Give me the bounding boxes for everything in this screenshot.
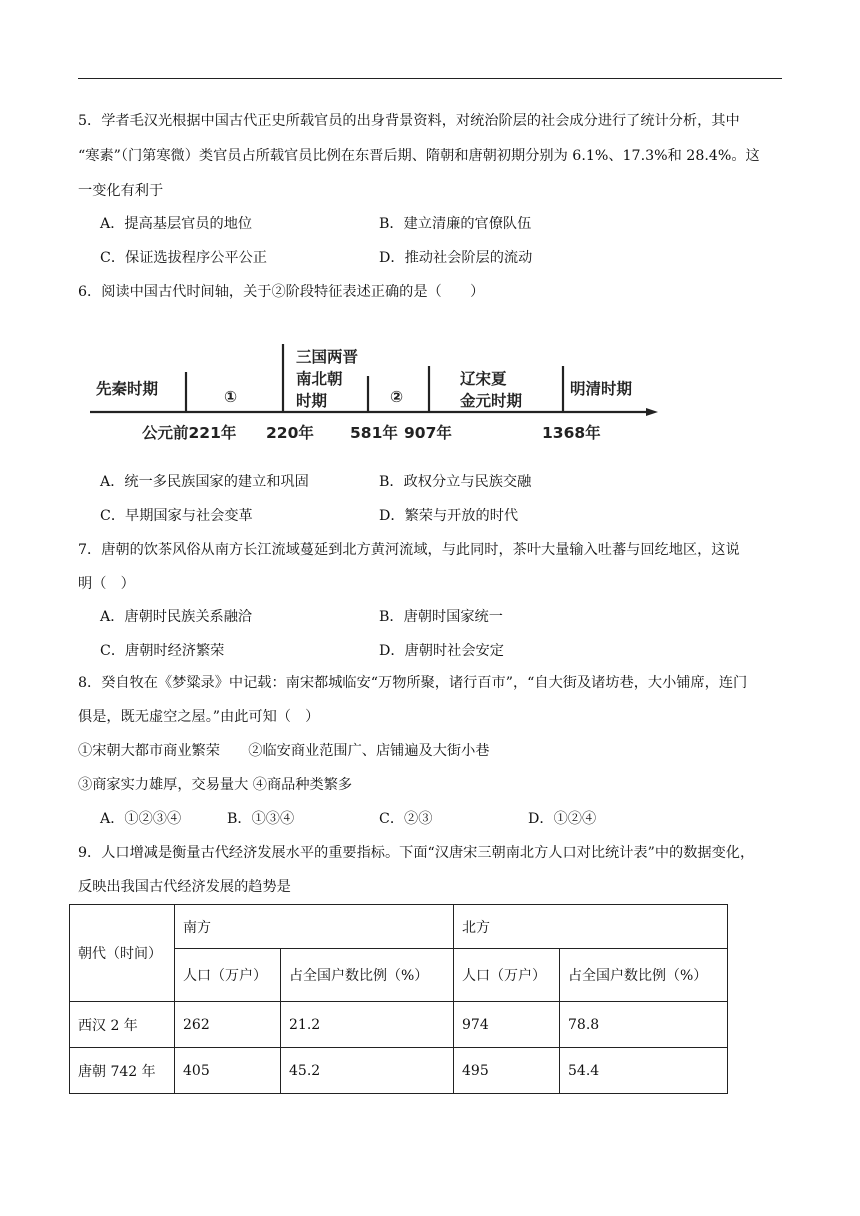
period-three-kingdoms-l3: 时期 <box>296 392 328 410</box>
q5-option-d[interactable]: D．推动社会阶层的流动 <box>379 250 533 266</box>
period-liao-song-l1: 辽宋夏 <box>460 370 507 388</box>
period-ming-qing: 明清时期 <box>570 380 633 398</box>
q8-statement-1: ①宋朝大都市商业繁荣 ②临安商业范围广、店铺遍及大街小巷 <box>78 743 490 759</box>
timeline-svg <box>90 342 670 452</box>
date-581: 581年 <box>350 424 398 442</box>
header-south: 南方 <box>175 905 454 949</box>
q7-option-c[interactable]: C．唐朝时经济繁荣 <box>100 643 225 659</box>
q6-option-a[interactable]: A．统一多民族国家的建立和巩固 <box>100 474 309 490</box>
q8-option-c[interactable]: C．②③ <box>379 811 433 827</box>
subheader-north-ratio: 占全国户数比例（%） <box>560 949 728 1002</box>
header-rule <box>78 78 782 79</box>
q8-option-a[interactable]: A．①②③④ <box>100 811 182 827</box>
cell-south-ratio: 45.2 <box>281 1048 454 1094</box>
period-three-kingdoms-l2: 南北朝 <box>296 370 343 388</box>
q6-stem: 6．阅读中国古代时间轴，关于②阶段特征表述正确的是（ ） <box>78 284 485 300</box>
table-header-row <box>70 905 728 949</box>
subheader-south-pop: 人口（万户） <box>175 949 281 1002</box>
date-907: 907年 <box>404 424 452 442</box>
period-liao-song-l2: 金元时期 <box>460 392 523 410</box>
q5-stem-line-2: “寒素”（门第寒微）类官员占所载官员比例在东晋后期、隋朝和唐朝初期分别为 6.1%、17.3%和 28.4%。这 <box>78 148 760 164</box>
cell-south-ratio: 21.2 <box>281 1002 454 1048</box>
q5-stem-line-1: 5．学者毛汉光根据中国古代正史所载官员的出身背景资料，对统治阶层的社会成分进行了统计分析，其中 <box>78 113 740 129</box>
cell-south-pop: 262 <box>175 1002 281 1048</box>
q8-option-d[interactable]: D．①②④ <box>528 811 597 827</box>
period-1: ① <box>224 388 238 406</box>
cell-north-ratio: 54.4 <box>560 1048 728 1094</box>
subheader-south-ratio: 占全国户数比例（%） <box>281 949 454 1002</box>
date-1368: 1368年 <box>542 424 601 442</box>
q5-option-c[interactable]: C．保证选拔程序公平公正 <box>100 250 267 266</box>
date-220: 220年 <box>266 424 314 442</box>
cell-north-ratio: 78.8 <box>560 1002 728 1048</box>
q9-stem-line-1: 9．人口增减是衡量古代经济发展水平的重要指标。下面“汉唐宋三朝南北方人口对比统计表”中的数据变化， <box>78 845 755 861</box>
q5-option-a[interactable]: A．提高基层官员的地位 <box>100 216 253 232</box>
cell-north-pop: 495 <box>454 1048 560 1094</box>
table-row <box>70 1048 728 1094</box>
period-three-kingdoms-l1: 三国两晋 <box>296 348 359 366</box>
q5-option-b[interactable]: B．建立清廉的官僚队伍 <box>379 216 532 232</box>
q6-option-d[interactable]: D．繁荣与开放的时代 <box>379 508 519 524</box>
cell-south-pop: 405 <box>175 1048 281 1094</box>
q7-option-d[interactable]: D．唐朝时社会安定 <box>379 643 504 659</box>
date-221bc: 公元前221年 <box>142 424 237 442</box>
cell-dynasty: 唐朝 742 年 <box>70 1048 175 1094</box>
period-2: ② <box>390 388 404 406</box>
q7-stem-line-1: 7．唐朝的饮茶风俗从南方长江流域蔓延到北方黄河流域，与此同时，茶叶大量输入吐蕃与回纥地区，这说 <box>78 542 740 558</box>
q6-option-c[interactable]: C．早期国家与社会变革 <box>100 508 253 524</box>
q8-stem-line-1: 8．癸自牧在《梦粱录》中记载：南宋都城临安“万物所聚，诸行百市”，“自大街及诸坊巷，大小铺席，连门 <box>78 675 748 691</box>
q6-option-b[interactable]: B．政权分立与民族交融 <box>379 474 532 490</box>
subheader-north-pop: 人口（万户） <box>454 949 560 1002</box>
cell-north-pop: 974 <box>454 1002 560 1048</box>
timeline-figure <box>90 342 670 452</box>
cell-dynasty: 西汉 2 年 <box>70 1002 175 1048</box>
population-table <box>69 904 728 1094</box>
header-north: 北方 <box>454 905 728 949</box>
timeline-arrow-icon <box>646 408 658 416</box>
q8-stem-line-2: 俱是，既无虚空之屋。”由此可知（ ） <box>78 709 320 725</box>
q5-stem-line-3: 一变化有利于 <box>78 183 164 199</box>
q7-stem-line-2: 明（ ） <box>78 576 135 592</box>
q9-stem-line-2: 反映出我国古代经济发展的趋势是 <box>78 879 291 895</box>
table-row <box>70 1002 728 1048</box>
q7-option-b[interactable]: B．唐朝时国家统一 <box>379 609 503 625</box>
q7-option-a[interactable]: A．唐朝时民族关系融洽 <box>100 609 253 625</box>
q8-option-b[interactable]: B．①③④ <box>227 811 295 827</box>
q8-statement-2: ③商家实力雄厚，交易量大 ④商品种类繁多 <box>78 777 353 793</box>
period-pre-qin: 先秦时期 <box>96 380 159 398</box>
header-dynasty: 朝代（时间） <box>70 905 175 1002</box>
